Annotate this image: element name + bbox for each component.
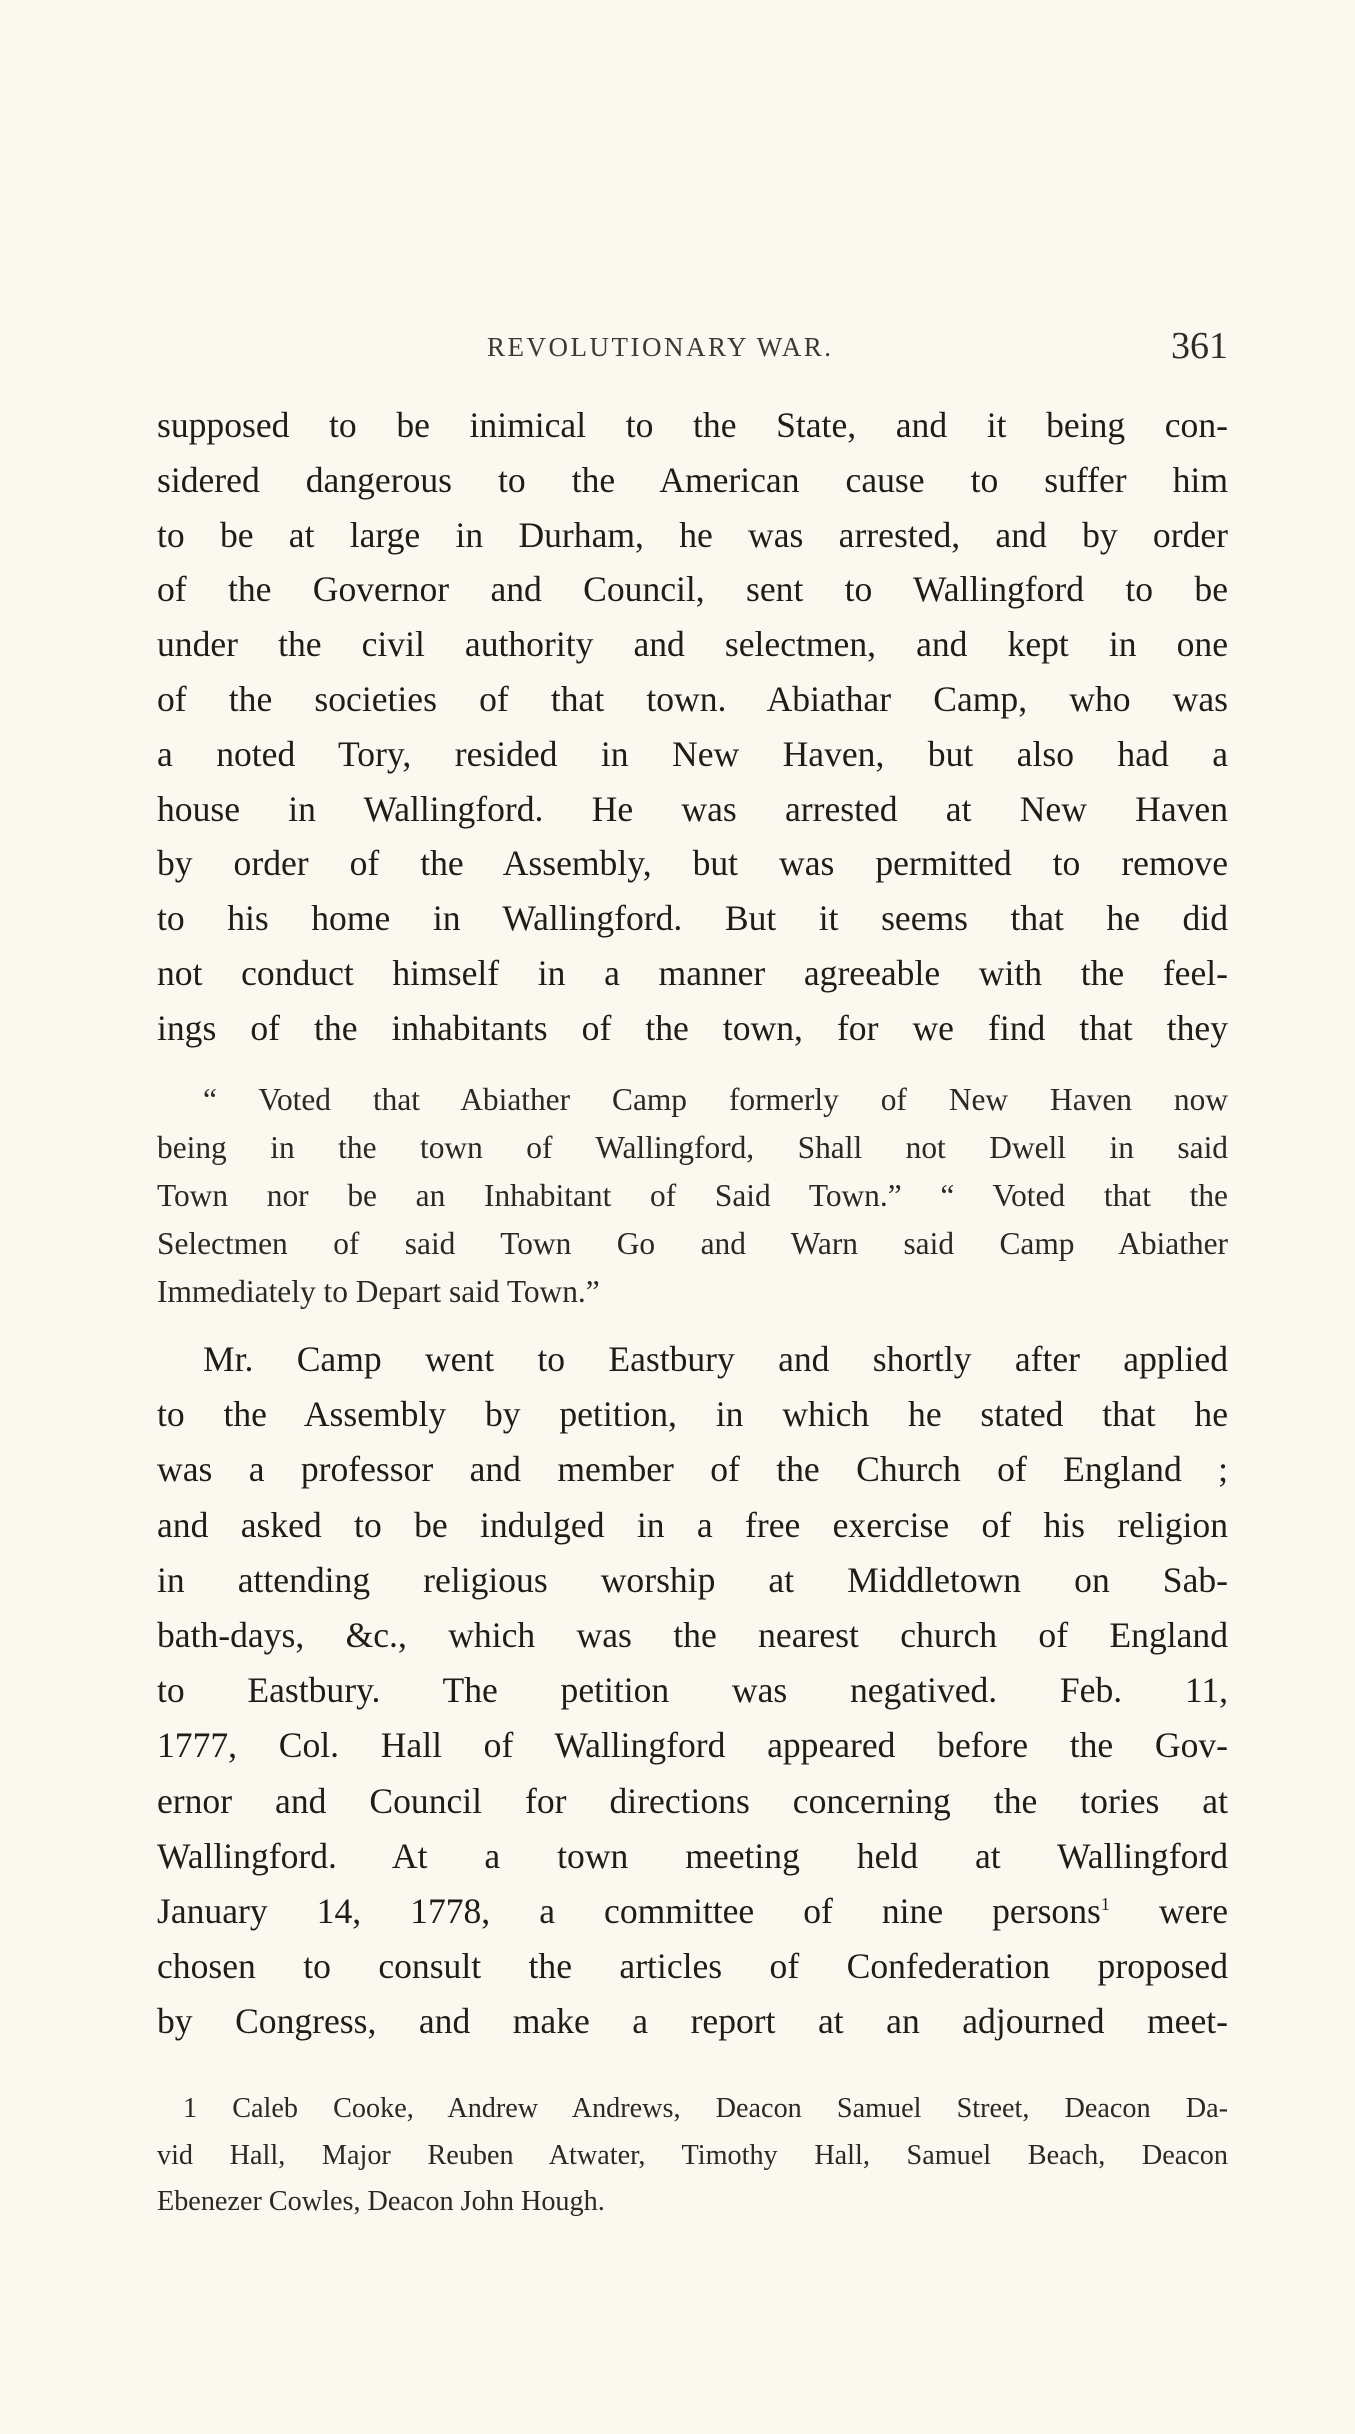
text-line: a noted Tory, resided in New Haven, but also had a	[157, 733, 1228, 774]
text-line: of the Governor and Council, sent to Wallingford to be	[157, 569, 1228, 610]
text-line: of the societies of that town. Abiathar Camp, who was	[157, 678, 1228, 719]
text-line: and asked to be indulged in a free exercise of his religion	[157, 1504, 1228, 1545]
quote-line: Immediately to Depart said Town.”	[157, 1274, 600, 1309]
text-line: Wallingford. At a town meeting held at Wallingford	[157, 1835, 1228, 1876]
text-line: sidered dangerous to the American cause to suffer him	[157, 459, 1228, 500]
running-title: REVOLUTIONARY WAR.	[487, 332, 834, 362]
footnote-line: vid Hall, Major Reuben Atwater, Timothy Hall, Samuel Beach, Deacon	[157, 2139, 1228, 2171]
text-line: by Congress, and make a report at an adjourned meet-	[157, 2001, 1228, 2042]
text-line: to the Assembly by petition, in which he stated that he	[157, 1394, 1228, 1435]
quote-line: being in the town of Wallingford, Shall not Dwell in said	[157, 1130, 1228, 1165]
text-line: supposed to be inimical to the State, and it being con-	[157, 405, 1228, 445]
text-line: by order of the Assembly, but was permitted to remove	[157, 843, 1228, 884]
footnote-line: 1 Caleb Cooke, Andrew Andrews, Deacon Samuel Street, Deacon Da-	[183, 2093, 1228, 2124]
text-line: chosen to consult the articles of Confederation proposed	[157, 1946, 1228, 1987]
text-line: Mr. Camp went to Eastbury and shortly after applied	[203, 1339, 1228, 1379]
text-line: ernor and Council for directions concerning the tories at	[157, 1780, 1228, 1821]
quote-line: Town nor be an Inhabitant of Said Town.” “ Voted that the	[157, 1178, 1228, 1213]
running-head	[157, 325, 1228, 376]
quote-line: “ Voted that Abiather Camp formerly of New Haven now	[203, 1082, 1228, 1117]
text-line: bath-days, &c., which was the nearest church of England	[157, 1615, 1228, 1656]
footnote-line: Ebenezer Cowles, Deacon John Hough.	[157, 2186, 605, 2217]
text-line	[157, 1884, 1228, 1939]
paragraph-continued	[157, 398, 1228, 1056]
text-line: in attending religious worship at Middletown on Sab-	[157, 1559, 1228, 1600]
quote-line: Selectmen of said Town Go and Warn said Camp Abiather	[157, 1226, 1228, 1261]
text-line: 1777, Col. Hall of Wallingford appeared before the Gov-	[157, 1725, 1228, 1766]
text-line: to Eastbury. The petition was negatived. Feb. 11,	[157, 1670, 1228, 1711]
text-line-start: January 14, 1778, a committee of nine persons	[157, 1891, 1101, 1932]
page-number: 361	[1171, 325, 1228, 367]
text-line: house in Wallingford. He was arrested at New Haven	[157, 788, 1228, 829]
footnote-reference: 1	[1100, 1894, 1110, 1915]
text-line: to be at large in Durham, he was arrested, and by order	[157, 514, 1228, 555]
text-line: to his home in Wallingford. But it seems that he did	[157, 898, 1228, 939]
text-line: was a professor and member of the Church of England ;	[157, 1449, 1228, 1490]
text-line: not conduct himself in a manner agreeable with the feel-	[157, 952, 1228, 993]
text-line: under the civil authority and selectmen, and kept in one	[157, 624, 1228, 665]
footnote	[157, 2086, 1228, 2226]
block-quotation	[157, 1076, 1228, 1316]
paragraph	[157, 1332, 1228, 2050]
text-line: ings of the inhabitants of the town, for we find that they	[157, 1007, 1228, 1048]
text-line-end: were	[1158, 1891, 1228, 1932]
